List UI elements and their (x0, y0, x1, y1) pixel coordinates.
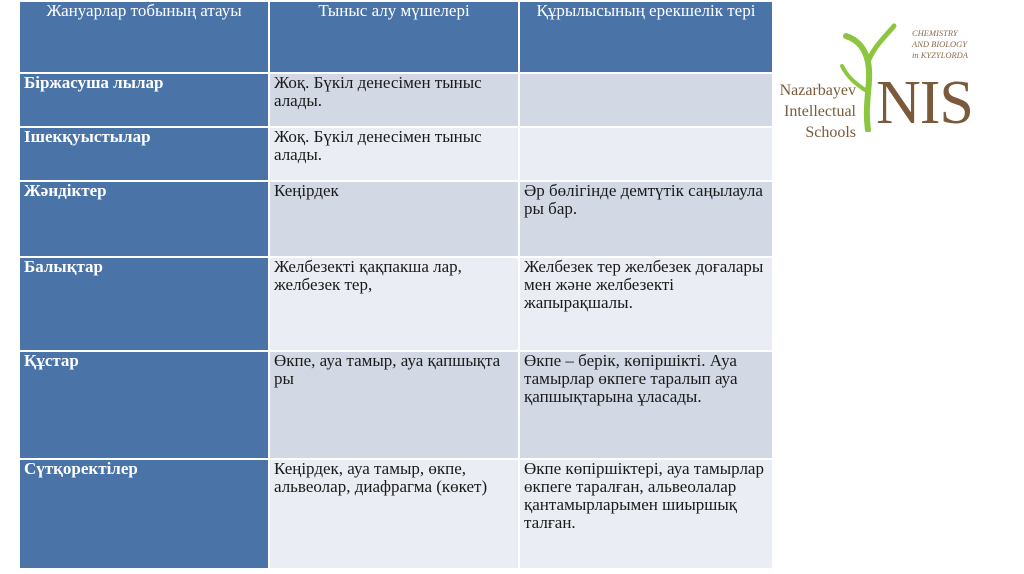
animal-group-cell: Біржасуша лылар (19, 73, 269, 127)
logo-org-line-3: Schools (805, 124, 856, 141)
table-row (19, 181, 773, 257)
features-cell: Өкпе – берік, көпіршікті. Ауа тамырлар өкпеге таралып ауа қапшықтарына ұласады. (519, 351, 773, 459)
respiration-table (18, 0, 774, 570)
table-row (19, 459, 773, 569)
animal-group-cell: Жәндіктер (19, 181, 269, 257)
respiration-table-container (18, 0, 772, 572)
header-structural-features: Құрылысының ерекшелік тері (519, 1, 773, 73)
animal-group-cell: Сүтқоректілер (19, 459, 269, 569)
animal-group-cell: Ішекқуыстылар (19, 127, 269, 181)
logo-org-name (768, 80, 856, 143)
organs-cell: Өкпе, ауа тамыр, ауа қапшықта ры (269, 351, 519, 459)
nis-logo (768, 22, 984, 152)
table-row (19, 351, 773, 459)
logo-org-line-2: Intellectual (784, 103, 856, 120)
logo-abbr: NIS (876, 69, 973, 137)
organs-cell: Жоқ. Бүкіл денесімен тыныс алады. (269, 127, 519, 181)
logo-org-line-1: Nazarbayev (779, 82, 856, 99)
logo-tagline (912, 28, 968, 61)
table-row (19, 73, 773, 127)
logo-tagline-1: CHEMISTRY (912, 28, 958, 38)
table-row (19, 257, 773, 351)
animal-group-cell: Құстар (19, 351, 269, 459)
organs-cell: Желбезекті қақпакша лар, желбезек тер, (269, 257, 519, 351)
organs-cell: Кеңірдек (269, 181, 519, 257)
header-animal-group: Жануарлар тобының атауы (19, 1, 269, 73)
features-cell (519, 73, 773, 127)
features-cell: Желбезек тер желбезек доғалары мен және желбезекті жапырақшалы. (519, 257, 773, 351)
logo-tagline-3: in KYZYLORDA (912, 50, 968, 60)
features-cell: Өкпе көпіршіктері, ауа тамырлар өкпеге таралған, альвеолалар қантамырларымен шиыршық талған. (519, 459, 773, 569)
features-cell (519, 127, 773, 181)
header-respiratory-organs: Тыныс алу мүшелері (269, 1, 519, 73)
features-cell: Әр бөлігінде демтүтік саңылаула ры бар. (519, 181, 773, 257)
organs-cell: Кеңірдек, ауа тамыр, өкпе, альвеолар, диафрагма (көкет) (269, 459, 519, 569)
table-row (19, 127, 773, 181)
animal-group-cell: Балықтар (19, 257, 269, 351)
logo-tagline-2: AND BIOLOGY (912, 39, 968, 49)
organs-cell: Жоқ. Бүкіл денесімен тыныс алады. (269, 73, 519, 127)
